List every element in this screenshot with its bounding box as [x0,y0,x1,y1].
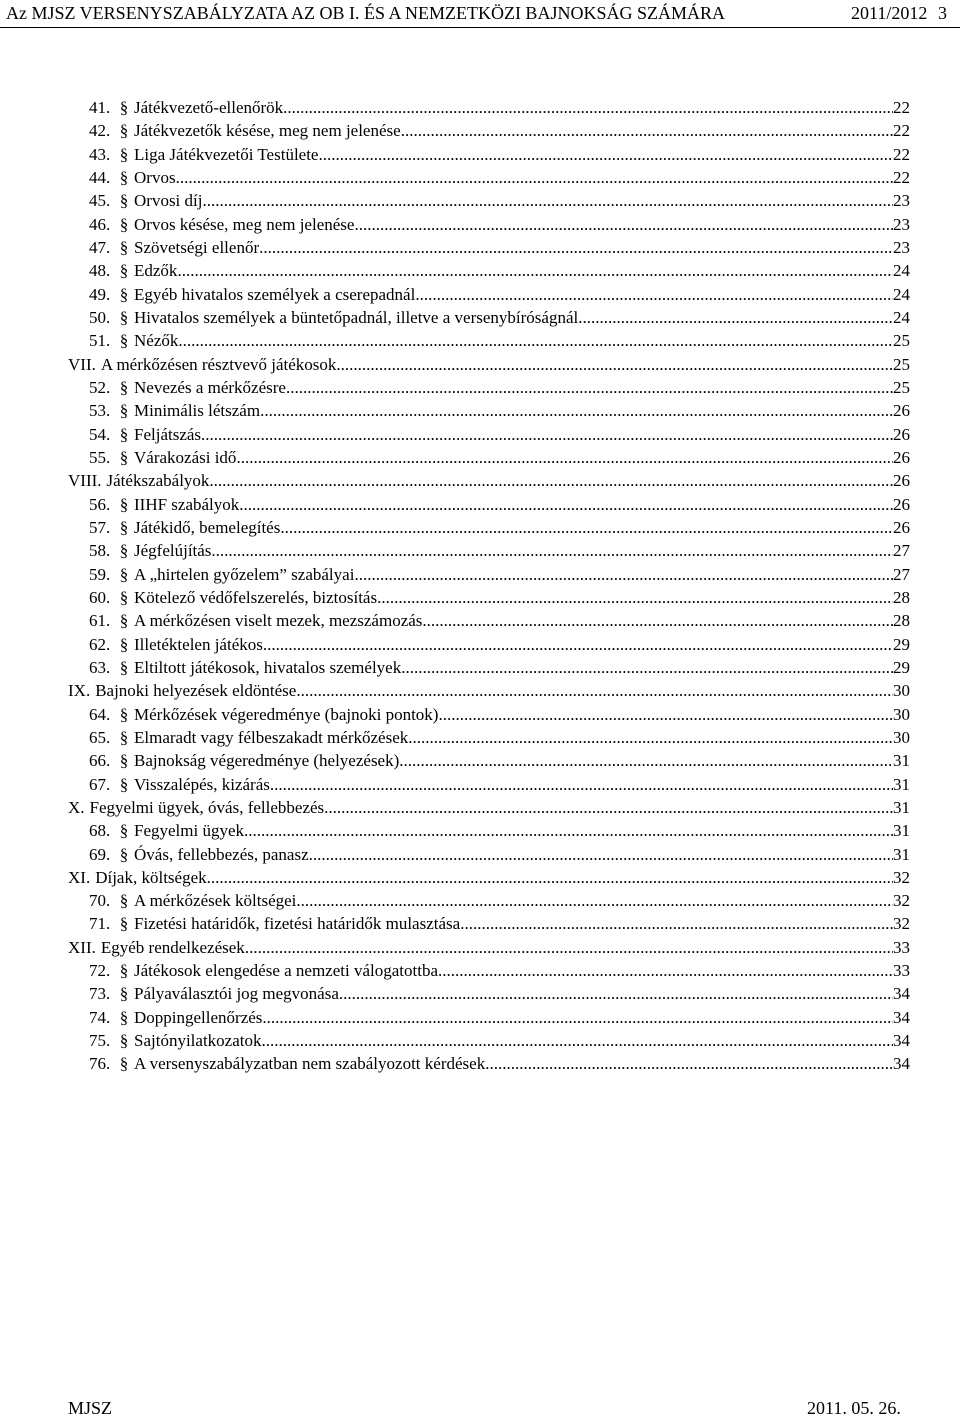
toc-entry-label: Jégfelújítás [134,541,212,561]
toc-entry-number: 63. [89,657,111,677]
toc-entry-page: 31 [893,751,910,771]
toc-entry-page: 31 [893,844,910,864]
toc-entry-page: 28 [893,611,910,631]
toc-entry-label: Liga Játékvezetői Testülete [134,144,319,164]
toc-section-entry[interactable] [89,656,910,679]
toc-entry-number: 74. [89,1007,111,1027]
section-symbol-icon: § [119,891,129,911]
toc-entry-page: 25 [893,354,910,374]
toc-section-entry[interactable] [89,376,910,399]
toc-section-entry[interactable] [89,143,910,166]
toc-entry-number: 57. [89,517,111,537]
toc-entry-label: A versenyszabályzatban nem szabályozott kérdések [134,1054,486,1074]
section-symbol-icon: § [119,1054,129,1074]
toc-section-entry[interactable] [89,889,910,912]
toc-entry-number: 60. [89,587,111,607]
toc-chapter-entry[interactable] [68,469,910,492]
toc-entry-label: Játékvezetők késése, meg nem jelenése [134,121,401,141]
section-symbol-icon: § [119,401,129,421]
toc-section-entry[interactable] [89,259,910,282]
toc-entry-page: 26 [893,494,910,514]
footer-organization: MJSZ [68,1398,113,1418]
section-symbol-icon: § [119,704,129,724]
dot-leader [259,236,893,259]
toc-entry-page: 32 [893,891,910,911]
toc-entry-page: 31 [893,821,910,841]
toc-entry-number: 51. [89,331,111,351]
toc-entry-label: Hivatalos személyek a büntetőpadnál, illetve a versenybíróságnál [134,307,579,327]
section-symbol-icon: § [119,517,129,537]
toc-section-entry[interactable] [89,726,910,749]
dot-leader [408,726,893,749]
section-symbol-icon: § [119,541,129,561]
dot-leader [209,469,893,492]
toc-entry-label: Fegyelmi ügyek [134,821,245,841]
toc-entry-page: 28 [893,587,910,607]
toc-entry-label: Kötelező védőfelszerelés, biztosítás [134,587,378,607]
toc-section-entry[interactable] [89,189,910,212]
dot-leader [339,982,893,1005]
toc-section-entry[interactable] [89,819,910,842]
toc-entry-label: Szövetségi ellenőr [134,237,260,257]
toc-entry-label: Orvos késése, meg nem jelenése [134,214,355,234]
section-symbol-icon: § [119,774,129,794]
toc-chapter-entry[interactable] [68,679,910,702]
toc-entry-page: 29 [893,634,910,654]
toc-chapter-entry[interactable] [68,936,910,959]
dot-leader [296,889,893,912]
toc-entry-number: IX. [68,681,91,701]
toc-entry-page: 26 [893,424,910,444]
toc-entry-number: 70. [89,891,111,911]
toc-entry-label: Bajnoki helyezések eldöntése [95,681,297,701]
toc-entry-number: 45. [89,191,111,211]
toc-entry-label: A mérkőzésen résztvevő játékosok [100,354,337,374]
section-symbol-icon: § [119,751,129,771]
dot-leader [177,259,893,282]
toc-entry-page: 33 [893,937,910,957]
section-symbol-icon: § [119,611,129,631]
toc-entry-page: 32 [893,867,910,887]
dot-leader [201,423,893,446]
toc-section-entry[interactable] [89,1029,910,1052]
dot-leader [263,633,893,656]
section-symbol-icon: § [119,494,129,514]
toc-entry-number: 66. [89,751,111,771]
toc-chapter-entry[interactable] [68,796,910,819]
toc-entry-number: VII. [68,354,96,374]
toc-entry-page: 30 [893,704,910,724]
toc-entry-page: 31 [893,797,910,817]
toc-entry-number: 76. [89,1054,111,1074]
toc-entry-label: Mérkőzések végeredménye (bajnoki pontok) [134,704,439,724]
toc-entry-page: 27 [893,564,910,584]
toc-entry-page: 26 [893,401,910,421]
toc-entry-label: Edzők [134,261,178,281]
page-number: 3 [938,3,947,23]
toc-entry-label: A mérkőzésen viselt mezek, mezszámozás [134,611,423,631]
toc-entry-number: 75. [89,1031,111,1051]
toc-entry-label: Orvos [134,167,176,187]
toc-entry-page: 22 [893,98,910,117]
toc-entry-number: 72. [89,961,111,981]
section-symbol-icon: § [119,1031,129,1051]
section-symbol-icon: § [119,587,129,607]
toc-entry-page: 25 [893,331,910,351]
toc-entry-label: Óvás, fellebbezés, panasz [134,844,309,864]
toc-entry-label: Nézők [134,331,179,351]
toc-entry-number: 62. [89,634,111,654]
section-symbol-icon: § [119,307,129,327]
toc-entry-number: 69. [89,844,111,864]
toc-entry-label: Díjak, költségek [95,867,207,887]
toc-section-entry[interactable] [89,609,910,632]
dot-leader [399,749,893,772]
section-symbol-icon: § [119,1007,129,1027]
toc-entry-number: 55. [89,447,111,467]
toc-entry-page: 26 [893,447,910,467]
dot-leader [401,119,893,142]
dot-leader [422,609,893,632]
toc-entry-number: 71. [89,914,111,934]
toc-entry-number: 67. [89,774,111,794]
toc-entry-label: Visszalépés, kizárás [134,774,270,794]
section-symbol-icon: § [119,214,129,234]
toc-section-entry[interactable] [89,213,910,236]
dot-leader [336,353,893,376]
toc-entry-number: 59. [89,564,111,584]
section-symbol-icon: § [119,821,129,841]
section-symbol-icon: § [119,284,129,304]
toc-entry-page: 26 [893,471,910,491]
toc-entry-label: Bajnokság végeredménye (helyezések) [134,751,400,771]
toc-entry-label: Eltiltott játékosok, hivatalos személyek [134,657,402,677]
section-symbol-icon: § [119,191,129,211]
toc-entry-label: Fizetési határidők, fizetési határidők mulasztása [134,914,461,934]
dot-leader [309,843,893,866]
dot-leader [262,1006,893,1029]
dot-leader [236,446,893,469]
toc-section-entry[interactable] [89,96,910,119]
section-symbol-icon: § [119,727,129,747]
toc-entry-number: 49. [89,284,111,304]
dot-leader [296,679,893,702]
toc-entry-number: 44. [89,167,111,187]
toc-entry-page: 22 [893,144,910,164]
toc-section-entry[interactable] [89,283,910,306]
dot-leader [239,493,893,516]
dot-leader [438,703,893,726]
season-year: 2011/2012 [851,3,928,23]
toc-entry-label: Orvosi díj [134,191,203,211]
dot-leader [578,306,893,329]
dot-leader [354,563,893,586]
toc-section-entry[interactable] [89,1052,910,1075]
section-symbol-icon: § [119,447,129,467]
dot-leader [377,586,893,609]
toc-section-entry[interactable] [89,843,910,866]
toc-entry-label: Doppingellenőrzés [134,1007,263,1027]
toc-entry-label: IIHF szabályok [134,494,240,514]
toc-section-entry[interactable] [89,773,910,796]
toc-entry-number: 50. [89,307,111,327]
dot-leader [286,376,893,399]
toc-entry-number: XI. [68,867,91,887]
section-symbol-icon: § [119,144,129,164]
dot-leader [207,866,893,889]
toc-entry-label: Várakozási idő [134,447,237,467]
toc-entry-number: 58. [89,541,111,561]
section-symbol-icon: § [119,261,129,281]
toc-entry-page: 30 [893,727,910,747]
toc-entry-label: A „hirtelen győzelem” szabályai [134,564,355,584]
section-symbol-icon: § [119,167,129,187]
toc-entry-label: Sajtónyilatkozatok [134,1031,262,1051]
toc-entry-label: Pályaválasztói jog megvonása [134,984,339,1004]
toc-entry-page: 25 [893,377,910,397]
toc-entry-page: 22 [893,167,910,187]
toc-entry-number: X. [68,797,85,817]
dot-leader [438,959,893,982]
toc-chapter-entry[interactable] [68,353,910,376]
toc-section-entry[interactable] [89,539,910,562]
dot-leader [283,96,893,119]
toc-entry-page: 34 [893,1054,910,1074]
toc-entry-number: 48. [89,261,111,281]
dot-leader [211,539,893,562]
toc-entry-number: 52. [89,377,111,397]
section-symbol-icon: § [119,844,129,864]
toc-entry-page: 29 [893,657,910,677]
section-symbol-icon: § [119,657,129,677]
toc-section-entry[interactable] [89,703,910,726]
toc-section-entry[interactable] [89,982,910,1005]
section-symbol-icon: § [119,331,129,351]
toc-entry-number: XII. [68,937,96,957]
toc-entry-page: 27 [893,541,910,561]
toc-entry-number: 41. [89,98,111,117]
toc-section-entry[interactable] [89,563,910,586]
toc-entry-page: 33 [893,961,910,981]
toc-entry-page: 23 [893,214,910,234]
dot-leader [324,796,893,819]
dot-leader [260,399,893,422]
section-symbol-icon: § [119,121,129,141]
dot-leader [460,912,893,935]
toc-entry-page: 34 [893,984,910,1004]
document-title: Az MJSZ VERSENYSZABÁLYZATA AZ OB I. ÉS A NEMZETKÖZI BAJNOKSÁG SZÁMÁRA [6,3,725,23]
toc-entry-number: 54. [89,424,111,444]
toc-entry-label: Játékosok elengedése a nemzeti válogatottba [134,961,438,981]
toc-entry-page: 23 [893,237,910,257]
dot-leader [280,516,893,539]
toc-entry-label: Nevezés a mérkőzésre [134,377,286,397]
toc-section-entry[interactable] [89,166,910,189]
toc-section-entry[interactable] [89,119,910,142]
toc-section-entry[interactable] [89,586,910,609]
section-symbol-icon: § [119,961,129,981]
toc-section-entry[interactable] [89,306,910,329]
toc-entry-label: Feljátszás [134,424,202,444]
toc-section-entry[interactable] [89,236,910,259]
toc-entry-number: 68. [89,821,111,841]
toc-section-entry[interactable] [89,329,910,352]
dot-leader [270,773,893,796]
toc-entry-page: 26 [893,517,910,537]
section-symbol-icon: § [119,634,129,654]
section-symbol-icon: § [119,564,129,584]
toc-entry-label: Játékszabályok [106,471,210,491]
toc-entry-number: VIII. [68,471,102,491]
page-header [0,3,960,28]
toc-entry-number: 56. [89,494,111,514]
toc-entry-label: Elmaradt vagy félbeszakadt mérkőzések [134,727,409,747]
toc-entry-label: Fegyelmi ügyek, óvás, fellebbezés [89,797,325,817]
dot-leader [318,143,893,166]
toc-entry-number: 42. [89,121,111,141]
toc-entry-page: 23 [893,191,910,211]
toc-entry-number: 73. [89,984,111,1004]
toc-section-entry[interactable] [89,493,910,516]
toc-entry-page: 30 [893,681,910,701]
toc-entry-page: 32 [893,914,910,934]
dot-leader [244,819,893,842]
footer-date: 2011. 05. 26. [807,1398,901,1418]
dot-leader [401,656,893,679]
toc-entry-label: Egyéb rendelkezések [100,937,245,957]
toc-section-entry[interactable] [89,912,910,935]
dot-leader [178,329,893,352]
toc-entry-number: 46. [89,214,111,234]
section-symbol-icon: § [119,237,129,257]
toc-section-entry[interactable] [89,633,910,656]
toc-entry-page: 31 [893,774,910,794]
section-symbol-icon: § [119,914,129,934]
toc-entry-label: Játékidő, bemelegítés [134,517,281,537]
toc-section-entry[interactable] [89,516,910,539]
toc-entry-label: Minimális létszám [134,401,261,421]
dot-leader [176,166,893,189]
dot-leader [261,1029,893,1052]
toc-entry-page: 24 [893,284,910,304]
dot-leader [202,189,893,212]
toc-entry-label: A mérkőzések költségei [134,891,297,911]
toc-section-entry[interactable] [89,423,910,446]
toc-entry-number: 53. [89,401,111,421]
toc-section-entry[interactable] [89,959,910,982]
toc-entry-page: 34 [893,1007,910,1027]
toc-entry-number: 43. [89,144,111,164]
toc-section-entry[interactable] [89,399,910,422]
section-symbol-icon: § [119,424,129,444]
toc-section-entry[interactable] [89,749,910,772]
toc-entry-number: 65. [89,727,111,747]
toc-chapter-entry[interactable] [68,866,910,889]
dot-leader [415,283,893,306]
toc-section-entry[interactable] [89,446,910,469]
toc-entry-label: Illetéktelen játékos [134,634,263,654]
toc-entry-page: 24 [893,307,910,327]
dot-leader [245,936,893,959]
toc-entry-number: 64. [89,704,111,724]
toc-entry-number: 47. [89,237,111,257]
section-symbol-icon: § [119,98,129,117]
toc-entry-number: 61. [89,611,111,631]
toc-section-entry[interactable] [89,1006,910,1029]
toc-entry-page: 24 [893,261,910,281]
section-symbol-icon: § [119,377,129,397]
toc-entry-page: 22 [893,121,910,141]
dot-leader [485,1052,893,1075]
section-symbol-icon: § [119,984,129,1004]
toc-entry-label: Játékvezető-ellenőrök [134,98,284,117]
table-of-contents [68,96,910,1076]
dot-leader [354,213,893,236]
toc-entry-label: Egyéb hivatalos személyek a cserepadnál [134,284,416,304]
toc-entry-page: 34 [893,1031,910,1051]
